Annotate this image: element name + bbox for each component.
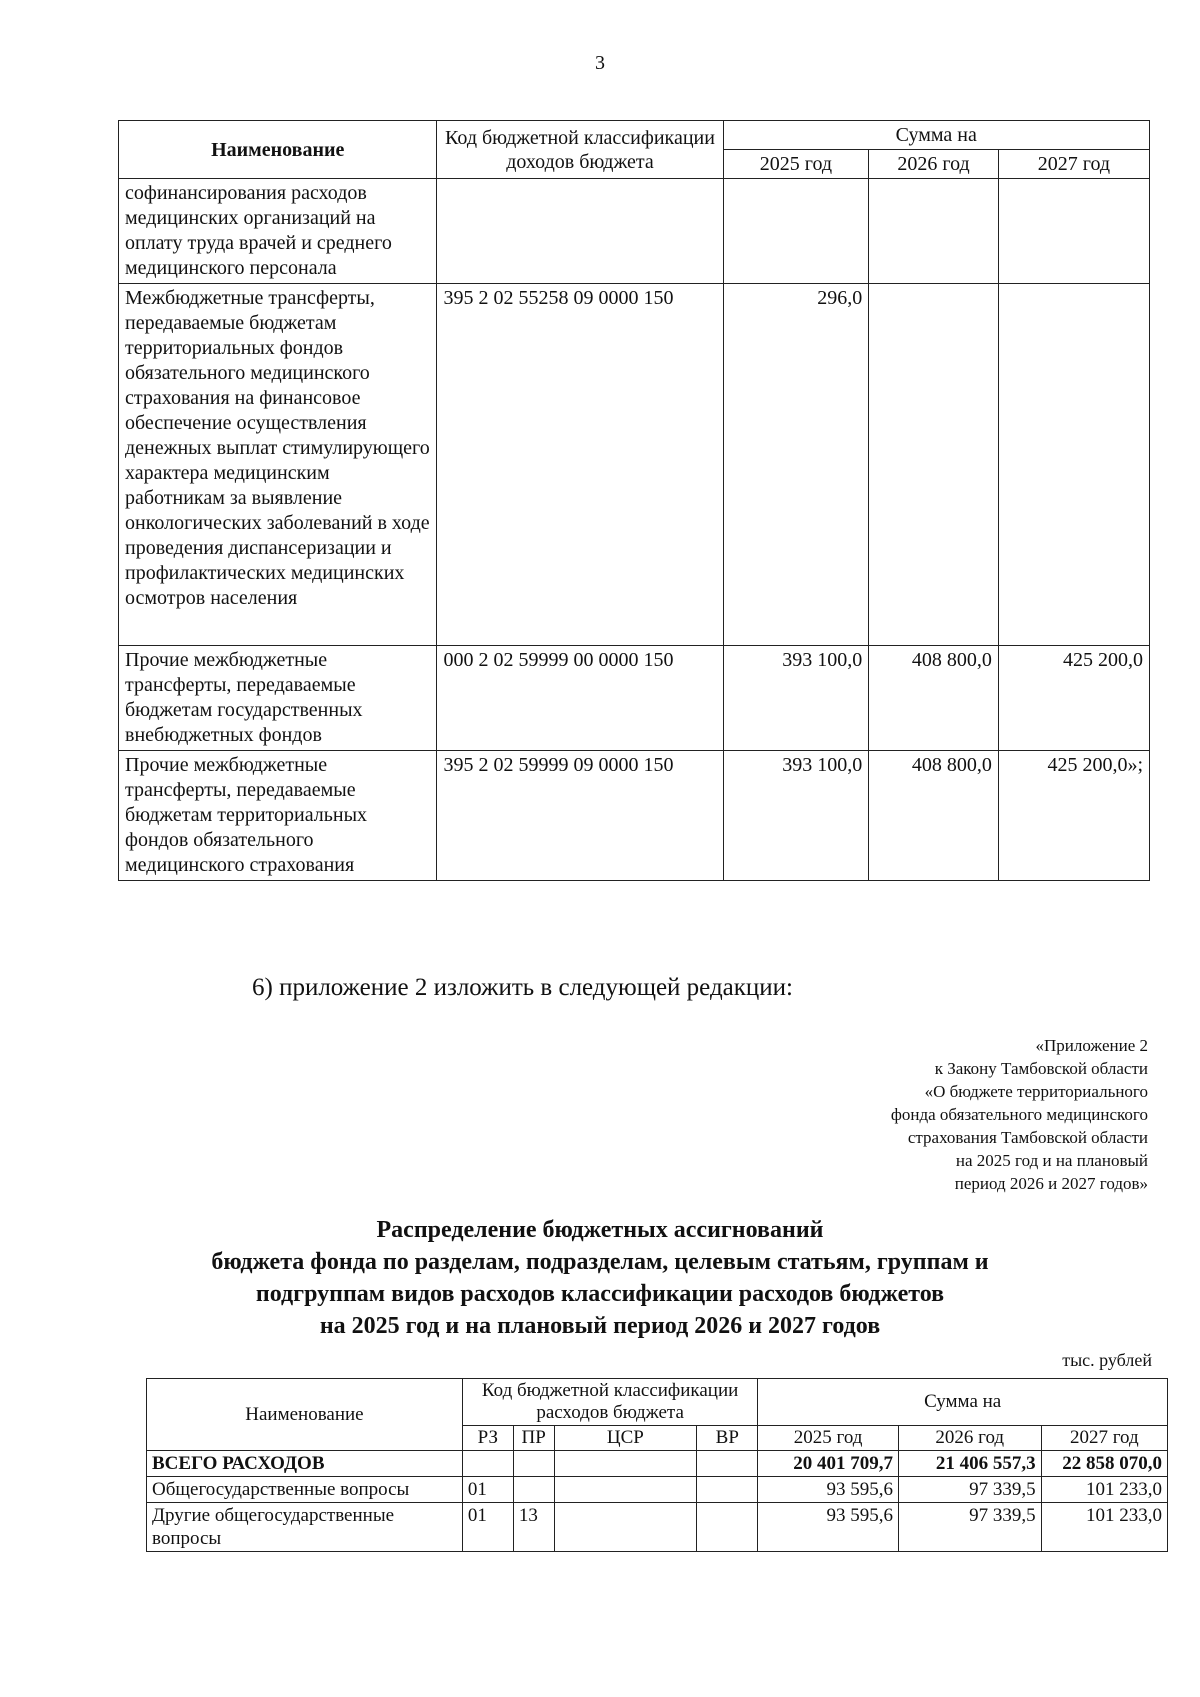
row-csr: [554, 1477, 697, 1503]
header-2026: 2026 год: [898, 1426, 1041, 1451]
appendix-line: фонда обязательного медицинского: [890, 1105, 1148, 1124]
item-6-text: 6) приложение 2 изложить в следующей редакции:: [252, 974, 793, 1001]
title-line: бюджета фонда по разделам, подразделам, целевым статьям, группам и: [211, 1249, 989, 1275]
row-pr: [513, 1477, 554, 1503]
row-2026: 408 800,0: [869, 751, 999, 881]
row-rz: [462, 1451, 513, 1477]
table-row: [119, 646, 1150, 751]
table-row: [119, 284, 1150, 646]
row-csr: [554, 1503, 697, 1552]
row-name: Общегосударственные вопросы: [147, 1477, 463, 1503]
row-vr: [697, 1477, 758, 1503]
expenditure-table: [146, 1378, 1168, 1552]
header-name: Наименование: [119, 121, 437, 179]
row-code: 000 2 02 59999 00 0000 150: [437, 646, 723, 751]
row-name: Другие общегосударственные вопросы: [147, 1503, 463, 1552]
row-code: [437, 179, 723, 284]
row-vr: [697, 1451, 758, 1477]
revenue-table: [118, 120, 1150, 881]
row-2025: 393 100,0: [723, 646, 869, 751]
row-2027: 22 858 070,0: [1041, 1451, 1167, 1477]
row-2025: [723, 179, 869, 284]
row-2027: 425 200,0: [998, 646, 1149, 751]
table-row-total: [147, 1451, 1168, 1477]
appendix-line: «Приложение 2: [1035, 1036, 1148, 1055]
row-code: 395 2 02 59999 09 0000 150: [437, 751, 723, 881]
header-name: Наименование: [147, 1379, 463, 1451]
header-sum: Сумма на: [758, 1379, 1168, 1426]
appendix-reference: [668, 1034, 1148, 1195]
header-2026: 2026 год: [869, 150, 999, 179]
row-2026: 408 800,0: [869, 646, 999, 751]
row-rz: 01: [462, 1477, 513, 1503]
row-2027: 101 233,0: [1041, 1477, 1167, 1503]
section-title: [0, 1214, 1200, 1342]
page-number: 3: [595, 52, 605, 74]
appendix-line: страхования Тамбовской области: [907, 1128, 1148, 1147]
header-code: Код бюджетной классификации доходов бюджета: [437, 121, 723, 179]
title-line: подгруппам видов расходов классификации расходов бюджетов: [255, 1281, 945, 1307]
header-csr: ЦСР: [554, 1426, 697, 1451]
row-2026: 97 339,5: [898, 1477, 1041, 1503]
row-2026: 21 406 557,3: [898, 1451, 1041, 1477]
header-sum: Сумма на: [723, 121, 1149, 150]
header-pr: ПР: [513, 1426, 554, 1451]
row-2025: 20 401 709,7: [758, 1451, 899, 1477]
row-rz: 01: [462, 1503, 513, 1552]
table-row: [119, 179, 1150, 284]
header-vr: ВР: [697, 1426, 758, 1451]
row-csr: [554, 1451, 697, 1477]
row-name: Прочие межбюджетные трансферты, передаваемые бюджетам государственных внебюджетных фондов: [119, 646, 437, 751]
header-2027: 2027 год: [1041, 1426, 1167, 1451]
appendix-line: период 2026 и 2027 годов»: [954, 1174, 1148, 1193]
row-pr: [513, 1451, 554, 1477]
row-vr: [697, 1503, 758, 1552]
table-row: [119, 751, 1150, 881]
row-name: софинансирования расходов медицинских организаций на оплату труда врачей и среднего медицинского персонала: [119, 179, 437, 284]
row-2026: 97 339,5: [898, 1503, 1041, 1552]
header-rz: РЗ: [462, 1426, 513, 1451]
row-2025: 93 595,6: [758, 1477, 899, 1503]
row-name: Прочие межбюджетные трансферты, передаваемые бюджетам территориальных фондов обязательного медицинского страхования: [119, 751, 437, 881]
header-code: Код бюджетной классификации расходов бюджета: [462, 1379, 757, 1426]
row-code: 395 2 02 55258 09 0000 150: [437, 284, 723, 646]
appendix-line: на 2025 год и на плановый: [955, 1151, 1148, 1170]
header-2025: 2025 год: [723, 150, 869, 179]
row-pr: 13: [513, 1503, 554, 1552]
row-name: Межбюджетные трансферты, передаваемые бюджетам территориальных фондов обязательного медицинского страхования на финансовое обеспечение осуществления денежных выплат стимулирующего характера медицинским работникам за выявление онкологических заболеваний в ходе проведения диспансеризации и профилактических медицинских осмотров населения: [119, 284, 437, 646]
table-row: [147, 1503, 1168, 1552]
row-2025: 393 100,0: [723, 751, 869, 881]
header-2027: 2027 год: [998, 150, 1149, 179]
title-line: Распределение бюджетных ассигнований: [376, 1217, 824, 1243]
appendix-line: «О бюджете территориального: [924, 1082, 1148, 1101]
row-2026: [869, 284, 999, 646]
row-2026: [869, 179, 999, 284]
row-2027: [998, 284, 1149, 646]
row-2025: 93 595,6: [758, 1503, 899, 1552]
row-2027: 425 200,0»;: [998, 751, 1149, 881]
units-label: тыс. рублей: [1062, 1350, 1152, 1370]
row-name: ВСЕГО РАСХОДОВ: [147, 1451, 463, 1477]
row-2027: 101 233,0: [1041, 1503, 1167, 1552]
header-2025: 2025 год: [758, 1426, 899, 1451]
title-line: на 2025 год и на плановый период 2026 и 2027 годов: [319, 1313, 881, 1339]
appendix-line: к Закону Тамбовской области: [934, 1059, 1148, 1078]
row-2027: [998, 179, 1149, 284]
table-row: [147, 1477, 1168, 1503]
row-2025: 296,0: [723, 284, 869, 646]
